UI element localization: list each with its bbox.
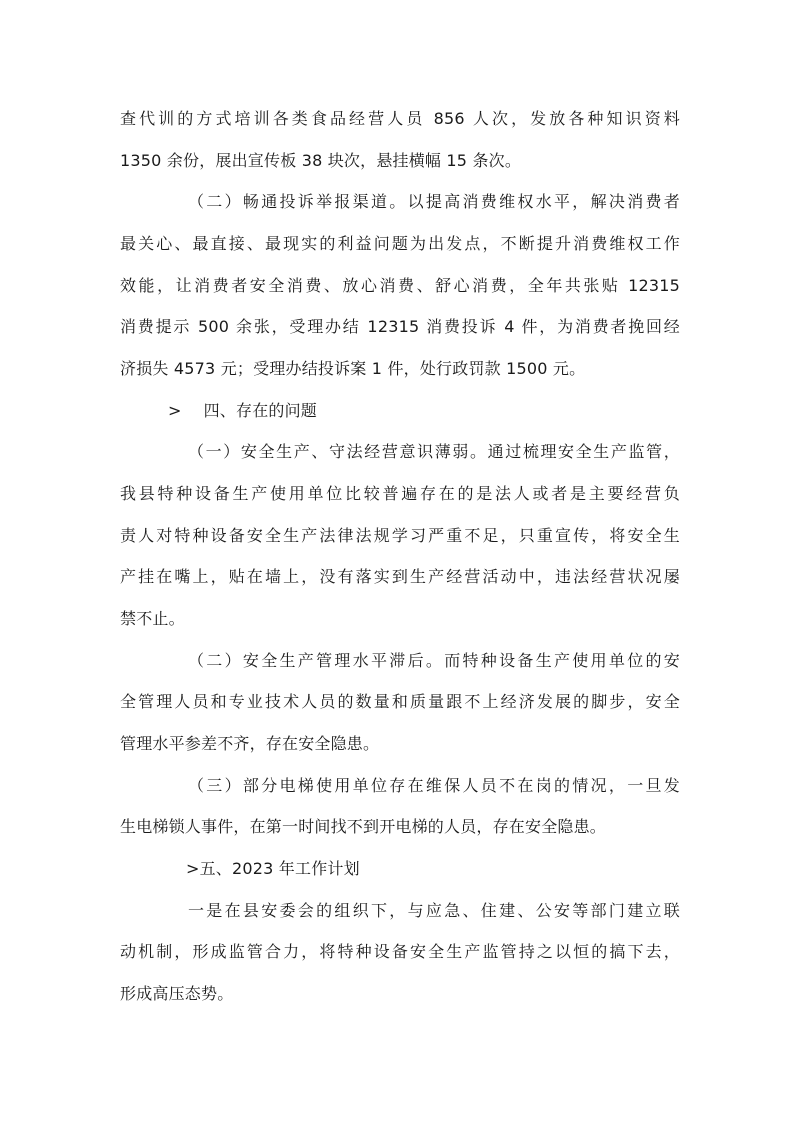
paragraph-6-line-1: 一是在县安委会的组织下，与应急、住建、公安等部门建立联 (188, 901, 680, 920)
paragraph-6-line-3: 形成高压态势。 (120, 984, 234, 1003)
paragraph-5-line-1: （三）部分电梯使用单位存在维保人员不在岗的情况，一旦发 (188, 776, 680, 795)
paragraph-4-line-2: 全管理人员和专业技术人员的数量和质量跟不上经济发展的脚步，安全 (120, 692, 680, 711)
section-4-title: 四、存在的问题 (203, 401, 318, 420)
section-4-heading (168, 400, 680, 422)
paragraph-2-line-2: 最关心、最直接、最现实的利益问题为出发点，不断提升消费维权工作 (120, 234, 680, 253)
paragraph-2-line-1: （二）畅通投诉举报渠道。以提高消费维权水平，解决消费者 (188, 192, 680, 211)
paragraph-3-line-5: 禁不止。 (120, 609, 185, 628)
paragraph-4-line-3: 管理水平参差不齐，存在安全隐患。 (120, 734, 380, 753)
paragraph-3-line-3: 责人对特种设备安全生产法律法规学习严重不足，只重宣传，将安全生 (120, 526, 680, 545)
paragraph-4-line-1: （二）安全生产管理水平滞后。而特种设备生产使用单位的安 (188, 651, 680, 670)
paragraph-5-line-2: 生电梯锁人事件，在第一时间找不到开电梯的人员，存在安全隐患。 (120, 817, 607, 836)
paragraph-2-line-3: 效能，让消费者安全消费、放心消费、舒心消费，全年共张贴 12315 (120, 276, 680, 295)
paragraph-6-line-2: 动机制，形成监管合力，将特种设备安全生产监管持之以恒的搞下去， (120, 942, 680, 961)
paragraph-3-line-1: （一）安全生产、守法经营意识薄弱。通过梳理安全生产监管， (188, 442, 680, 461)
section-5-heading: >五、2023 年工作计划 (186, 859, 360, 878)
paragraph-1-line-1: 查代训的方式培训各类食品经营人员 856 人次，发放各种知识资料 (120, 109, 680, 128)
paragraph-2-line-5: 济损失 4573 元；受理办结投诉案 1 件，处行政罚款 1500 元。 (120, 359, 586, 378)
paragraph-1-line-2: 1350 余份，展出宣传板 38 块次，悬挂横幅 15 条次。 (120, 151, 522, 170)
paragraph-2-line-4: 消费提示 500 余张，受理办结 12315 消费投诉 4 件，为消费者挽回经 (120, 317, 680, 336)
paragraph-3-line-2: 我县特种设备生产使用单位比较普遍存在的是法人或者是主要经营负 (120, 484, 680, 503)
paragraph-3-line-4: 产挂在嘴上，贴在墙上，没有落实到生产经营活动中，违法经营状况屡 (120, 567, 680, 586)
section-4-marker: > (168, 401, 182, 420)
